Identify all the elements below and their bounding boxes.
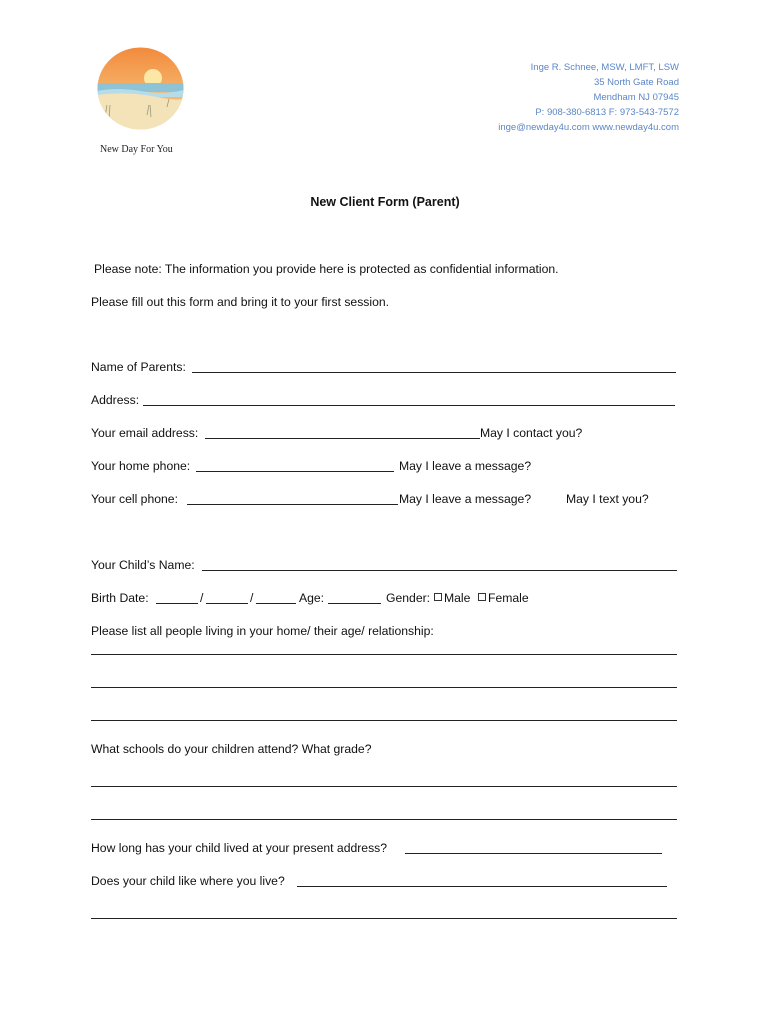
parents-field[interactable]	[192, 372, 676, 373]
confidential-note: Please note: The information you provide here is protected as confidential information.	[94, 262, 559, 276]
household-label: Please list all people living in your home/ their age/ relationship:	[91, 624, 434, 638]
contact-name: Inge R. Schnee, MSW, LMFT, LSW	[530, 62, 679, 73]
home-phone-label: Your home phone:	[91, 459, 191, 473]
cell-phone-label: Your cell phone:	[91, 492, 182, 506]
cell-phone-field[interactable]	[187, 504, 398, 505]
parents-label: Name of Parents:	[91, 360, 190, 374]
like-label: Does your child like where you live?	[91, 874, 289, 888]
address-label: Address:	[91, 393, 143, 407]
contact-block	[498, 60, 679, 135]
instruction-note: Please fill out this form and bring it to your first session.	[91, 295, 390, 309]
form-title: New Client Form (Parent)	[310, 195, 460, 209]
home-phone-message-question: May I leave a message?	[399, 459, 532, 473]
contact-city: Mendham NJ 07945	[593, 92, 679, 103]
female-checkbox[interactable]	[478, 593, 486, 601]
contact-street: 35 North Gate Road	[593, 77, 679, 88]
cell-phone-message-question: May I leave a message?	[399, 492, 532, 506]
household-line-2[interactable]	[91, 687, 677, 688]
like-field[interactable]	[297, 886, 667, 887]
gender-label: Gender:	[386, 591, 434, 605]
email-label: Your email address:	[91, 426, 202, 440]
age-field[interactable]	[328, 603, 381, 604]
schools-line-2[interactable]	[91, 819, 677, 820]
home-phone-field[interactable]	[196, 471, 394, 472]
female-label: Female	[488, 591, 529, 605]
logo-caption: New Day For You	[100, 144, 173, 155]
birth-year-field[interactable]	[256, 603, 296, 604]
how-long-field[interactable]	[405, 853, 662, 854]
email-contact-question: May I contact you?	[480, 426, 583, 440]
household-line-1[interactable]	[91, 654, 677, 655]
schools-line-1[interactable]	[91, 786, 677, 787]
male-checkbox[interactable]	[434, 593, 442, 601]
schools-label: What schools do your children attend? What grade?	[91, 742, 372, 756]
how-long-label: How long has your child lived at your present address?	[91, 841, 391, 855]
birth-slash-2: /	[250, 591, 254, 605]
gender-male-option[interactable]	[434, 590, 470, 606]
address-field[interactable]	[143, 405, 675, 406]
birth-slash-1: /	[200, 591, 204, 605]
child-name-label: Your Child’s Name:	[91, 558, 199, 572]
email-field[interactable]	[205, 438, 480, 439]
cell-phone-text-question: May I text you?	[566, 492, 649, 506]
gender-female-option[interactable]	[478, 590, 529, 606]
household-line-3[interactable]	[91, 720, 677, 721]
male-label: Male	[444, 591, 471, 605]
birth-date-label: Birth Date:	[91, 591, 152, 605]
birth-month-field[interactable]	[156, 603, 198, 604]
sunset-beach-logo-icon	[97, 47, 184, 130]
contact-web[interactable]: inge@newday4u.com www.newday4u.com	[498, 122, 679, 133]
child-name-field[interactable]	[202, 570, 677, 571]
like-line-2[interactable]	[91, 918, 677, 919]
birth-day-field[interactable]	[206, 603, 248, 604]
contact-phones: P: 908-380-6813 F: 973-543-7572	[535, 107, 679, 118]
age-label: Age:	[299, 591, 328, 605]
